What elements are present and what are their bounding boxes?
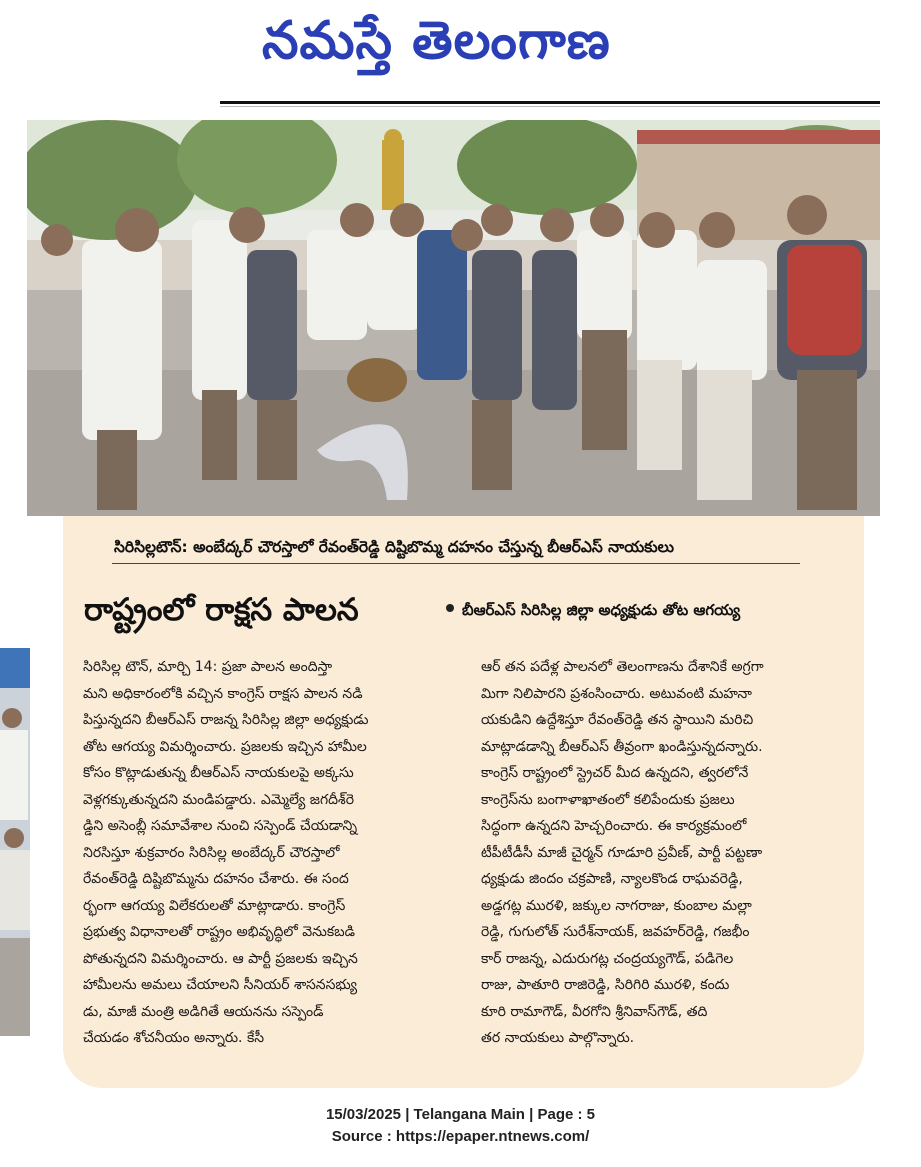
article-line: పోతున్నదని విమర్శించారు. ఆ పార్టీ ప్రజలకు ఇచ్చిన [83,950,358,967]
article-line: పిస్తున్నదని బీఆర్‌ఎస్ రాజన్న సిరిసిల్ల జిల్లా అధ్యక్షుడు [83,712,369,728]
article-line: కూరి రామాగౌడ్, వీరగోని శ్రీనివాస్‌గౌడ్, తది [481,1003,708,1020]
masthead [0,0,921,100]
source-link: Source : https://epaper.ntnews.com/ [331,1128,590,1145]
article-line: నిరసిస్తూ శుక్రవారం సిరిసిల్ల అంబేద్కర్ చౌరస్తాలో [83,844,340,861]
photo-caption: సిరిసిల్లటౌన్: అంబేద్కర్ చౌరస్తాలో రేవంత్‌రెడ్డి దిష్టిబొమ్మ దహనం చేస్తున్న బీఆర్‌ఎస్ నాయకులు [114,538,674,556]
article-line: వెళ్లగక్కుతున్నదని మండిపడ్డారు. ఎమ్మెల్యే జగదీశ్‌రె [83,791,355,808]
article-line: తర నాయకులు పాల్గొన్నారు. [481,1030,635,1046]
article-line: హామీలను అమలు చేయాలని సీనియర్ శాసనసభ్యు [83,977,358,993]
header-rule-thin [220,106,880,107]
article-column-right [481,654,853,1052]
article-column-left [83,654,455,1052]
article-line: మిగా నిలిపారని ప్రశంసించారు. అటువంటి మహనా [481,685,752,702]
news-photo [27,120,880,516]
article-line: రాజు, పాతూరి రాజిరెడ్డి, సిరిగిరి మురళి, కందు [481,977,730,993]
newspaper-logo: నమస్తే తెలంగాణ [262,11,611,71]
article-subhead: బీఆర్‌ఎస్ సిరిసిల్ల జిల్లా అధ్యక్షుడు తోట ఆగయ్య [462,601,741,619]
article-line: చేయడం శోచనీయం అన్నారు. కేసీ [83,1030,265,1046]
article-line: సిరిసిల్ల టౌన్, మార్చి 14: ప్రజా పాలన అందిస్తా [83,659,333,675]
article-line: డు, మాజీ మంత్రి అడిగితే ఆయనను సస్పెండ్ [83,1003,324,1020]
article-line: కాంగ్రెస్ రాష్ట్రంలో స్ట్రెచర్ మీద ఉన్నదని, త్వరలోనే [481,765,749,781]
article-line: రేవంత్‌రెడ్డి దిష్టిబొమ్మను దహనం చేశారు. ఈ సంద [83,871,349,887]
article-line: కార్ రాజన్న, ఎదురుగట్ల చంద్రయ్యగౌడ్, పడిగెల [481,950,734,967]
article-line: మని అధికారంలోకి వచ్చిన కాంగ్రెస్ రాక్షస పాలన నడి [83,685,363,702]
article-line: టీపీటీడీసీ మాజీ చైర్మన్ గూడూరి ప్రవీణ్, పార్టీ పట్టణా [481,844,763,861]
header-rule [220,101,880,104]
article-line: ధ్యక్షుడు జిందం చక్రపాణి, న్యాలకొండ రాఘవరెడ్డి, [481,871,743,887]
article-line: రెడ్డి, గుగులోత్ సురేశ్‌నాయక్, జవహర్‌రెడ్డి, గజభీం [481,924,750,940]
page-footer [0,1104,921,1148]
bullet-icon [446,604,454,612]
article-line: సిద్ధంగా ఉన్నదని హెచ్చరించారు. ఈ కార్యక్రమంలో [481,818,747,834]
edition-info: 15/03/2025 | Telangana Main | Page : 5 [325,1106,596,1123]
article-line: మాట్లాడడాన్ని బీఆర్‌ఎస్ తీవ్రంగా ఖండిస్తున్నదన్నారు. [481,738,763,755]
article-line: ర్భంగా ఆగయ్య విలేకరులతో మాట్లాడారు. కాంగ్రెస్ [83,897,346,914]
adjacent-photo-fragment [0,648,30,1036]
article-line: కోసం కొట్లాడుతున్న బీఆర్‌ఎస్ నాయకులపై అక్కసు [83,765,354,781]
article-line: డ్డిని అసెంబ్లీ సమావేశాల నుంచి సస్పెండ్ చేయడాన్ని [83,818,358,834]
article-line: అడ్డగట్ల మురళి, జక్కుల నాగరాజు, కుంబాల మల్లా [481,897,752,914]
article-line: యకుడిని ఉద్దేశిస్తూ రేవంత్‌రెడ్డి తన స్థాయిని మరిచి [481,712,754,728]
article-headline: రాష్ట్రంలో రాక్షస పాలన [84,592,359,628]
article-line: ఆర్ తన పదేళ్ల పాలనలో తెలంగాణను దేశానికే అగ్రగా [481,659,764,675]
caption-rule [112,563,800,564]
protest-photo-illustration [27,120,880,516]
adjacent-photo-illustration [0,648,30,1036]
article-line: తోట ఆగయ్య విమర్శించారు. ప్రజలకు ఇచ్చిన హామీల [83,738,367,755]
article-line: కాంగ్రెస్‌ను బంగాళాఖాతంలో కలిపేందుకు ప్రజలు [481,791,735,808]
article-line: ప్రభుత్వ విధానాలతో రాష్ట్రం అభివృద్ధిలో వెనుకబడి [83,924,355,940]
